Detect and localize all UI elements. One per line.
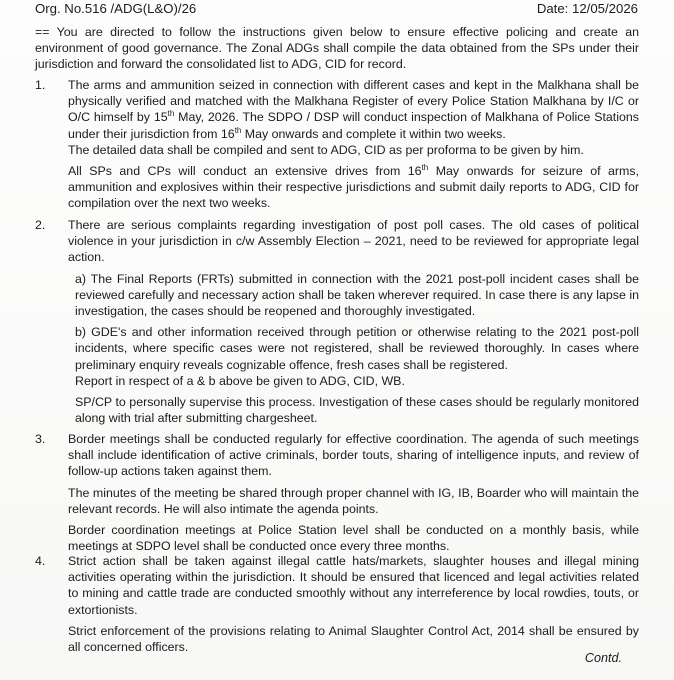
item-subparagraph-a: a) The Final Reports (FRTs) submitted in connection with the 2021 post-poll incident cases shall be reviewed carefully and necessary action shall be taken wherever required. In case there is any lapse in investigation, the cases should be reopened and thoroughly investigated.: [75, 271, 639, 319]
item-paragraph: The minutes of the meeting be shared through proper channel with IG, IB, Boarder who will maintain the relevant records. He will also intimate the agenda points.: [68, 485, 639, 516]
item-paragraph: Strict enforcement of the provisions relating to Animal Slaughter Control Act, 2014 shall be ensured by all concerned officers.: [68, 623, 639, 655]
item-paragraph: Strict action shall be taken against illegal cattle hats/markets, slaughter houses and illegal mining activities operating within the jurisdiction. It should be ensured that licenced and legal activities related to mining and cattle trade are conducted smoothly without any interreference by local rowdies, touts, or extortionists.: [68, 554, 639, 617]
item-body: [68, 217, 639, 426]
item-paragraph: Border meetings shall be conducted regularly for effective coordination. The agenda of such meetings shall include identification of active criminals, border touts, sharing of intelligence inputs, and review of follow-up actions taken against them.: [68, 432, 639, 479]
item-body: [68, 553, 639, 655]
document-header: [35, 1, 638, 17]
item-paragraph: Border coordination meetings at Police Station level shall be conducted on a monthly basis, while meetings at SDPO level shall be conducted once every three months.: [68, 523, 639, 554]
continued-label: Contd.: [584, 650, 622, 665]
item-number: 3.: [35, 432, 46, 446]
order-number: Org. No.516 /ADG(L&O)/26: [35, 1, 197, 16]
item-subparagraph-b: b) GDE's and other information received through petition or otherwise relating to the 2021 post-poll incidents, where specific cases were not registered, shall be reviewed thoroughly. In cases where preliminary enquiry reveals cognizable offence, fresh cases shall be registered.: [75, 325, 639, 372]
instruction-item-2: [35, 217, 639, 426]
item-paragraph: There are serious complaints regarding investigation of post poll cases. The old cases of political violence in your jurisdiction in c/w Assembly Election – 2021, need to be reviewed for appropriate legal action.: [68, 218, 639, 265]
item-paragraph: All SPs and CPs will conduct an extensive drives from 16th May onwards for seizure of arms, ammunition and explosives within their respective jurisdictions and submit daily reports to ADG, CID for compilation over the next two weeks.: [68, 162, 639, 211]
item-body: [68, 77, 639, 212]
item-number: 2.: [35, 218, 46, 232]
item-paragraph: The arms and ammunition seized in connection with different cases and kept in the Malkhana shall be physically verified and matched with the Malkhana Register of every Police Station Malkhana by I/C or O/C himself by 15th May, 2026. The SDPO / DSP will conduct inspection of Malkhana of Police Stations under their jurisdiction from 16th May onwards and complete it within two weeks.: [68, 78, 639, 141]
instruction-item-1: [35, 77, 639, 212]
item-body: [68, 431, 639, 554]
item-number: 4.: [35, 554, 46, 568]
intro-paragraph: == You are directed to follow the instructions given below to ensure effective policing and create an environment of good governance. The Zonal ADGs shall compile the data obtained from the SPs under their jurisdiction and forward the consolidated list to ADG, CID for record.: [35, 25, 639, 72]
order-date: Date: 12/05/2026: [536, 1, 638, 16]
instruction-item-4: [35, 553, 639, 655]
item-paragraph: The detailed data shall be compiled and sent to ADG, CID as per proforma to be given by him.: [68, 142, 584, 157]
item-paragraph: SP/CP to personally supervise this process. Investigation of these cases should be regularly monitored along with trial after submitting chargesheet.: [75, 395, 639, 426]
item-number: 1.: [35, 78, 46, 92]
instruction-item-3: [35, 431, 639, 554]
item-paragraph: Report in respect of a & b above be given to ADG, CID, WB.: [75, 373, 405, 388]
